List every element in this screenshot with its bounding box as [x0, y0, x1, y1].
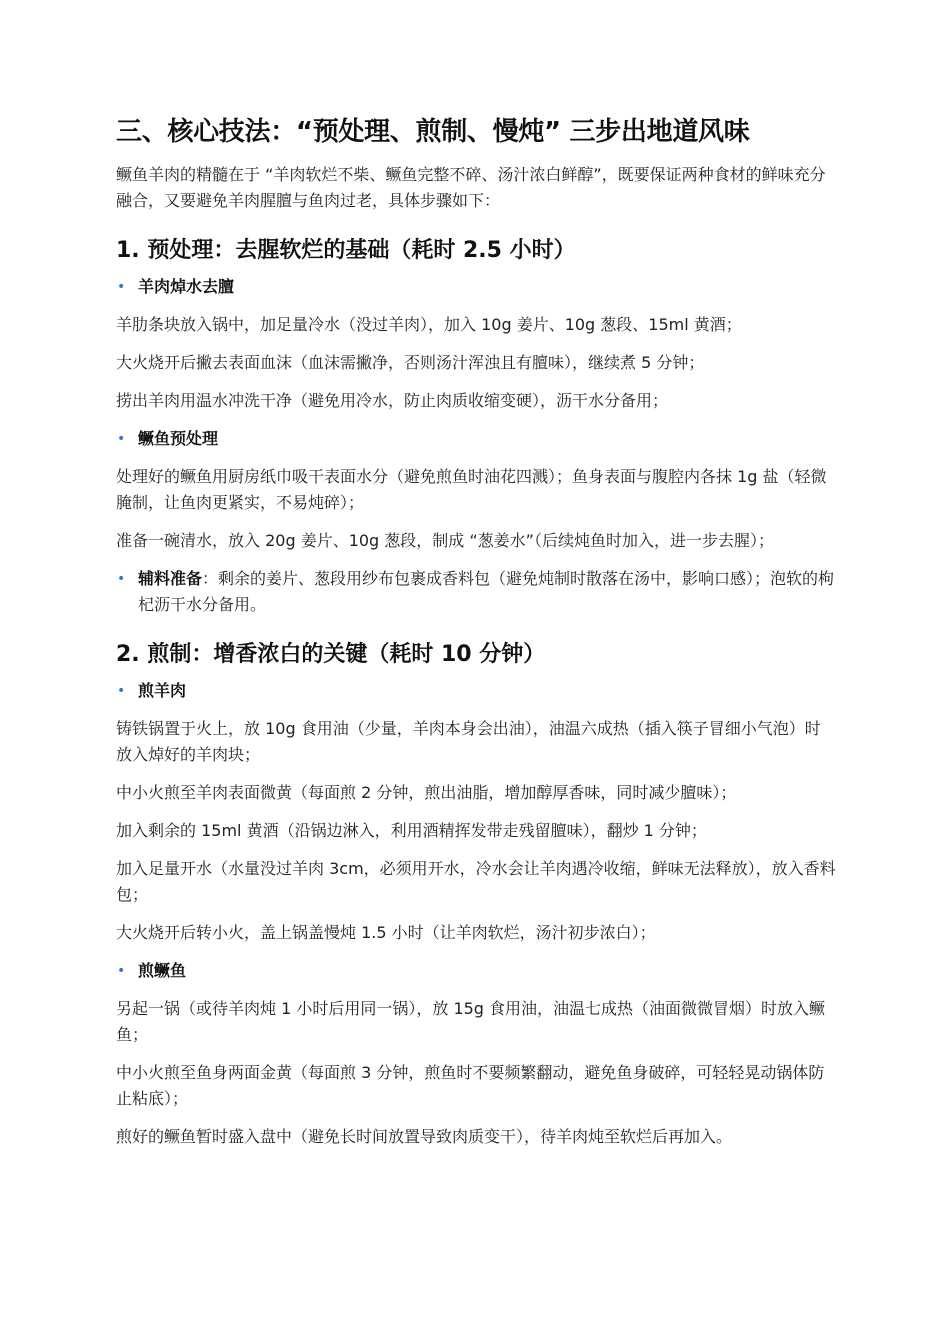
step2-fish-heading: 煎鳜鱼: [138, 961, 187, 980]
step1-mutton-line: 羊肋条块放入锅中，加足量冷水（没过羊肉），加入 10g 姜片、10g 葱段、15ml 黄酒；: [116, 315, 742, 334]
document-page: [116, 112, 836, 1150]
step1-mutton-heading: 羊肉焯水去膻: [138, 277, 235, 296]
step2-mutton-heading: 煎羊肉: [138, 681, 187, 700]
step2-mutton-bullet: [116, 678, 836, 704]
step1-aux-label: 辅料准备: [138, 569, 203, 588]
step2-fish-line: 另起一锅（或待羊肉炖 1 小时后用同一锅），放 15g 食用油，油温七成热（油面微微冒烟）时放入鳜鱼；: [116, 999, 826, 1044]
step1-aux-text: ：剩余的姜片、葱段用纱布包裹成香料包（避免炖制时散落在汤中，影响口感）；泡软的枸杞沥干水分备用。: [138, 569, 835, 614]
bullet-dot-icon: •: [117, 431, 126, 447]
step1-fish-bullet: [116, 426, 836, 452]
section-title: 三、核心技法：“预处理、煎制、慢炖” 三步出地道风味: [116, 117, 750, 147]
step1-fish-line: 处理好的鳜鱼用厨房纸巾吸干表面水分（避免煎鱼时油花四溅）；鱼身表面与腹腔内各抹 1g 盐（轻微腌制，让鱼肉更紧实，不易炖碎）；: [116, 467, 827, 512]
step1-mutton-line: 捞出羊肉用温水冲洗干净（避免用冷水，防止肉质收缩变硬），沥干水分备用；: [116, 391, 669, 410]
bullet-dot-icon: •: [117, 683, 126, 699]
step1-title: 1. 预处理：去腥软烂的基础（耗时 2.5 小时）: [116, 238, 576, 263]
step1-mutton-line: 大火烧开后撇去表面血沫（血沫需撇净，否则汤汁浑浊且有膻味），继续煮 5 分钟；: [116, 353, 705, 372]
step2-fish-bullet: [116, 958, 836, 984]
step2-mutton-line: 中小火煎至羊肉表面微黄（每面煎 2 分钟，煎出油脂，增加醇厚香味，同时减少膻味）；: [116, 783, 737, 802]
step1-fish-heading: 鳜鱼预处理: [138, 429, 219, 448]
step2-mutton-line: 铸铁锅置于火上，放 10g 食用油（少量，羊肉本身会出油），油温六成热（插入筷子冒细小气泡）时放入焯好的羊肉块；: [116, 719, 821, 764]
step2-mutton-line: 加入剩余的 15ml 黄酒（沿锅边淋入，利用酒精挥发带走残留膻味），翻炒 1 分钟；: [116, 821, 707, 840]
step2-fish-line: 煎好的鳜鱼暂时盛入盘中（避免长时间放置导致肉质变干），待羊肉炖至软烂后再加入。: [116, 1127, 733, 1146]
step2-mutton-line: 加入足量开水（水量没过羊肉 3cm，必须用开水，冷水会让羊肉遇冷收缩，鲜味无法释放），放入香料包；: [116, 859, 836, 904]
step1-mutton-bullet: [116, 274, 836, 300]
step2-fish-line: 中小火煎至鱼身两面金黄（每面煎 3 分钟，煎鱼时不要频繁翻动，避免鱼身破碎，可轻轻晃动锅体防止粘底）；: [116, 1063, 825, 1108]
step2-title: 2. 煎制：增香浓白的关键（耗时 10 分钟）: [116, 642, 546, 667]
bullet-dot-icon: •: [117, 963, 126, 979]
intro-paragraph: 鳜鱼羊肉的精髓在于 “羊肉软烂不柴、鳜鱼完整不碎、汤汁浓白鲜醇”，既要保证两种食材的鲜味充分融合，又要避免羊肉腥膻与鱼肉过老，具体步骤如下：: [116, 165, 826, 210]
bullet-dot-icon: •: [117, 279, 126, 295]
step2-mutton-line: 大火烧开后转小火，盖上锅盖慢炖 1.5 小时（让羊肉软烂，汤汁初步浓白）；: [116, 923, 656, 942]
step1-aux-bullet: [116, 566, 836, 618]
step1-fish-line: 准备一碗清水，放入 20g 姜片、10g 葱段，制成 “葱姜水”（后续炖鱼时加入，进一步去腥）；: [116, 531, 774, 550]
bullet-dot-icon: •: [117, 571, 126, 587]
